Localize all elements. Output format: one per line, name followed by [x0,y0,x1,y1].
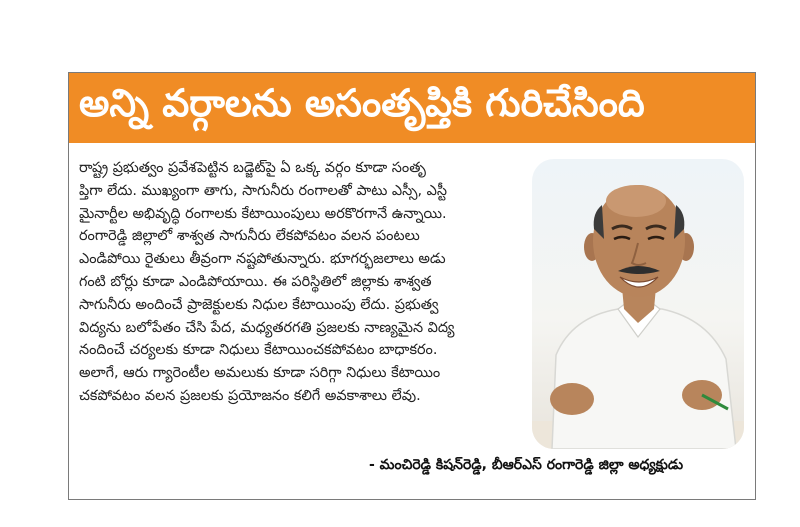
news-clipping [68,72,756,500]
body-line: విద్యను బలోపేతం చేసి పేద, మధ్యతరగతి ప్రజలకు నాణ్యమైన విద్య [79,319,455,336]
body-line: రంగారెడ్డి జిల్లాలో శాశ్వత సాగునీరు లేకపోవటం వలన పంటలు [79,228,420,245]
body-line: రాష్ట్ర ప్రభుత్వం ప్రవేశపెట్టిన బడ్జెట్‌పై ఏ ఒక్క వర్గం కూడా సంతృ [79,160,426,176]
body-line: గంటి బోర్లు కూడా ఎండిపోయాయి. ఈ పరిస్థితిలో జిల్లాకు శాశ్వత [79,273,432,290]
body-line: అలాగే, ఆరు గ్యారెంటీల అమలుకు కూడా సరిగ్గా నిధులు కేటాయిం [79,365,441,382]
body-line: నందించే చర్యలకు కూడా నిధులు కేటాయించకపోవటం బాధాకరం. [79,342,438,359]
body-line: సాగునీరు అందించే ప్రాజెక్టులకు నిధుల కేటాయింపు లేదు. ప్రభుత్వ [79,296,439,313]
portrait-photo [532,159,744,449]
headline: అన్ని వర్గాలను అసంతృప్తికి గురిచేసింది [69,73,755,143]
portrait-illustration [532,159,744,449]
body-line: మైనార్టీల అభివృద్ధి రంగాలకు కేటాయింపులు అరకొరగానే ఉన్నాయి. [79,205,447,222]
author-credit: - మంచిరెడ్డి కిషన్‌రెడ్డి, బీఆర్‌ఎస్ రంగారెడ్డి జిల్లా అధ్యక్షుడు [369,457,684,473]
article-body [79,157,559,408]
body-line: చకపోవటం వలన ప్రజలకు ప్రయోజనం కలిగే అవకాశాలు లేవు. [79,387,421,404]
body-line: ఎండిపోయి రైతులు తీవ్రంగా నష్టపోతున్నారు. భూగర్భజలాలు అడు [79,251,446,268]
body-line: ప్తిగా లేదు. ముఖ్యంగా తాగు, సాగునీరు రంగాలతో పాటు ఎస్సీ, ఎస్టీ [79,182,447,199]
